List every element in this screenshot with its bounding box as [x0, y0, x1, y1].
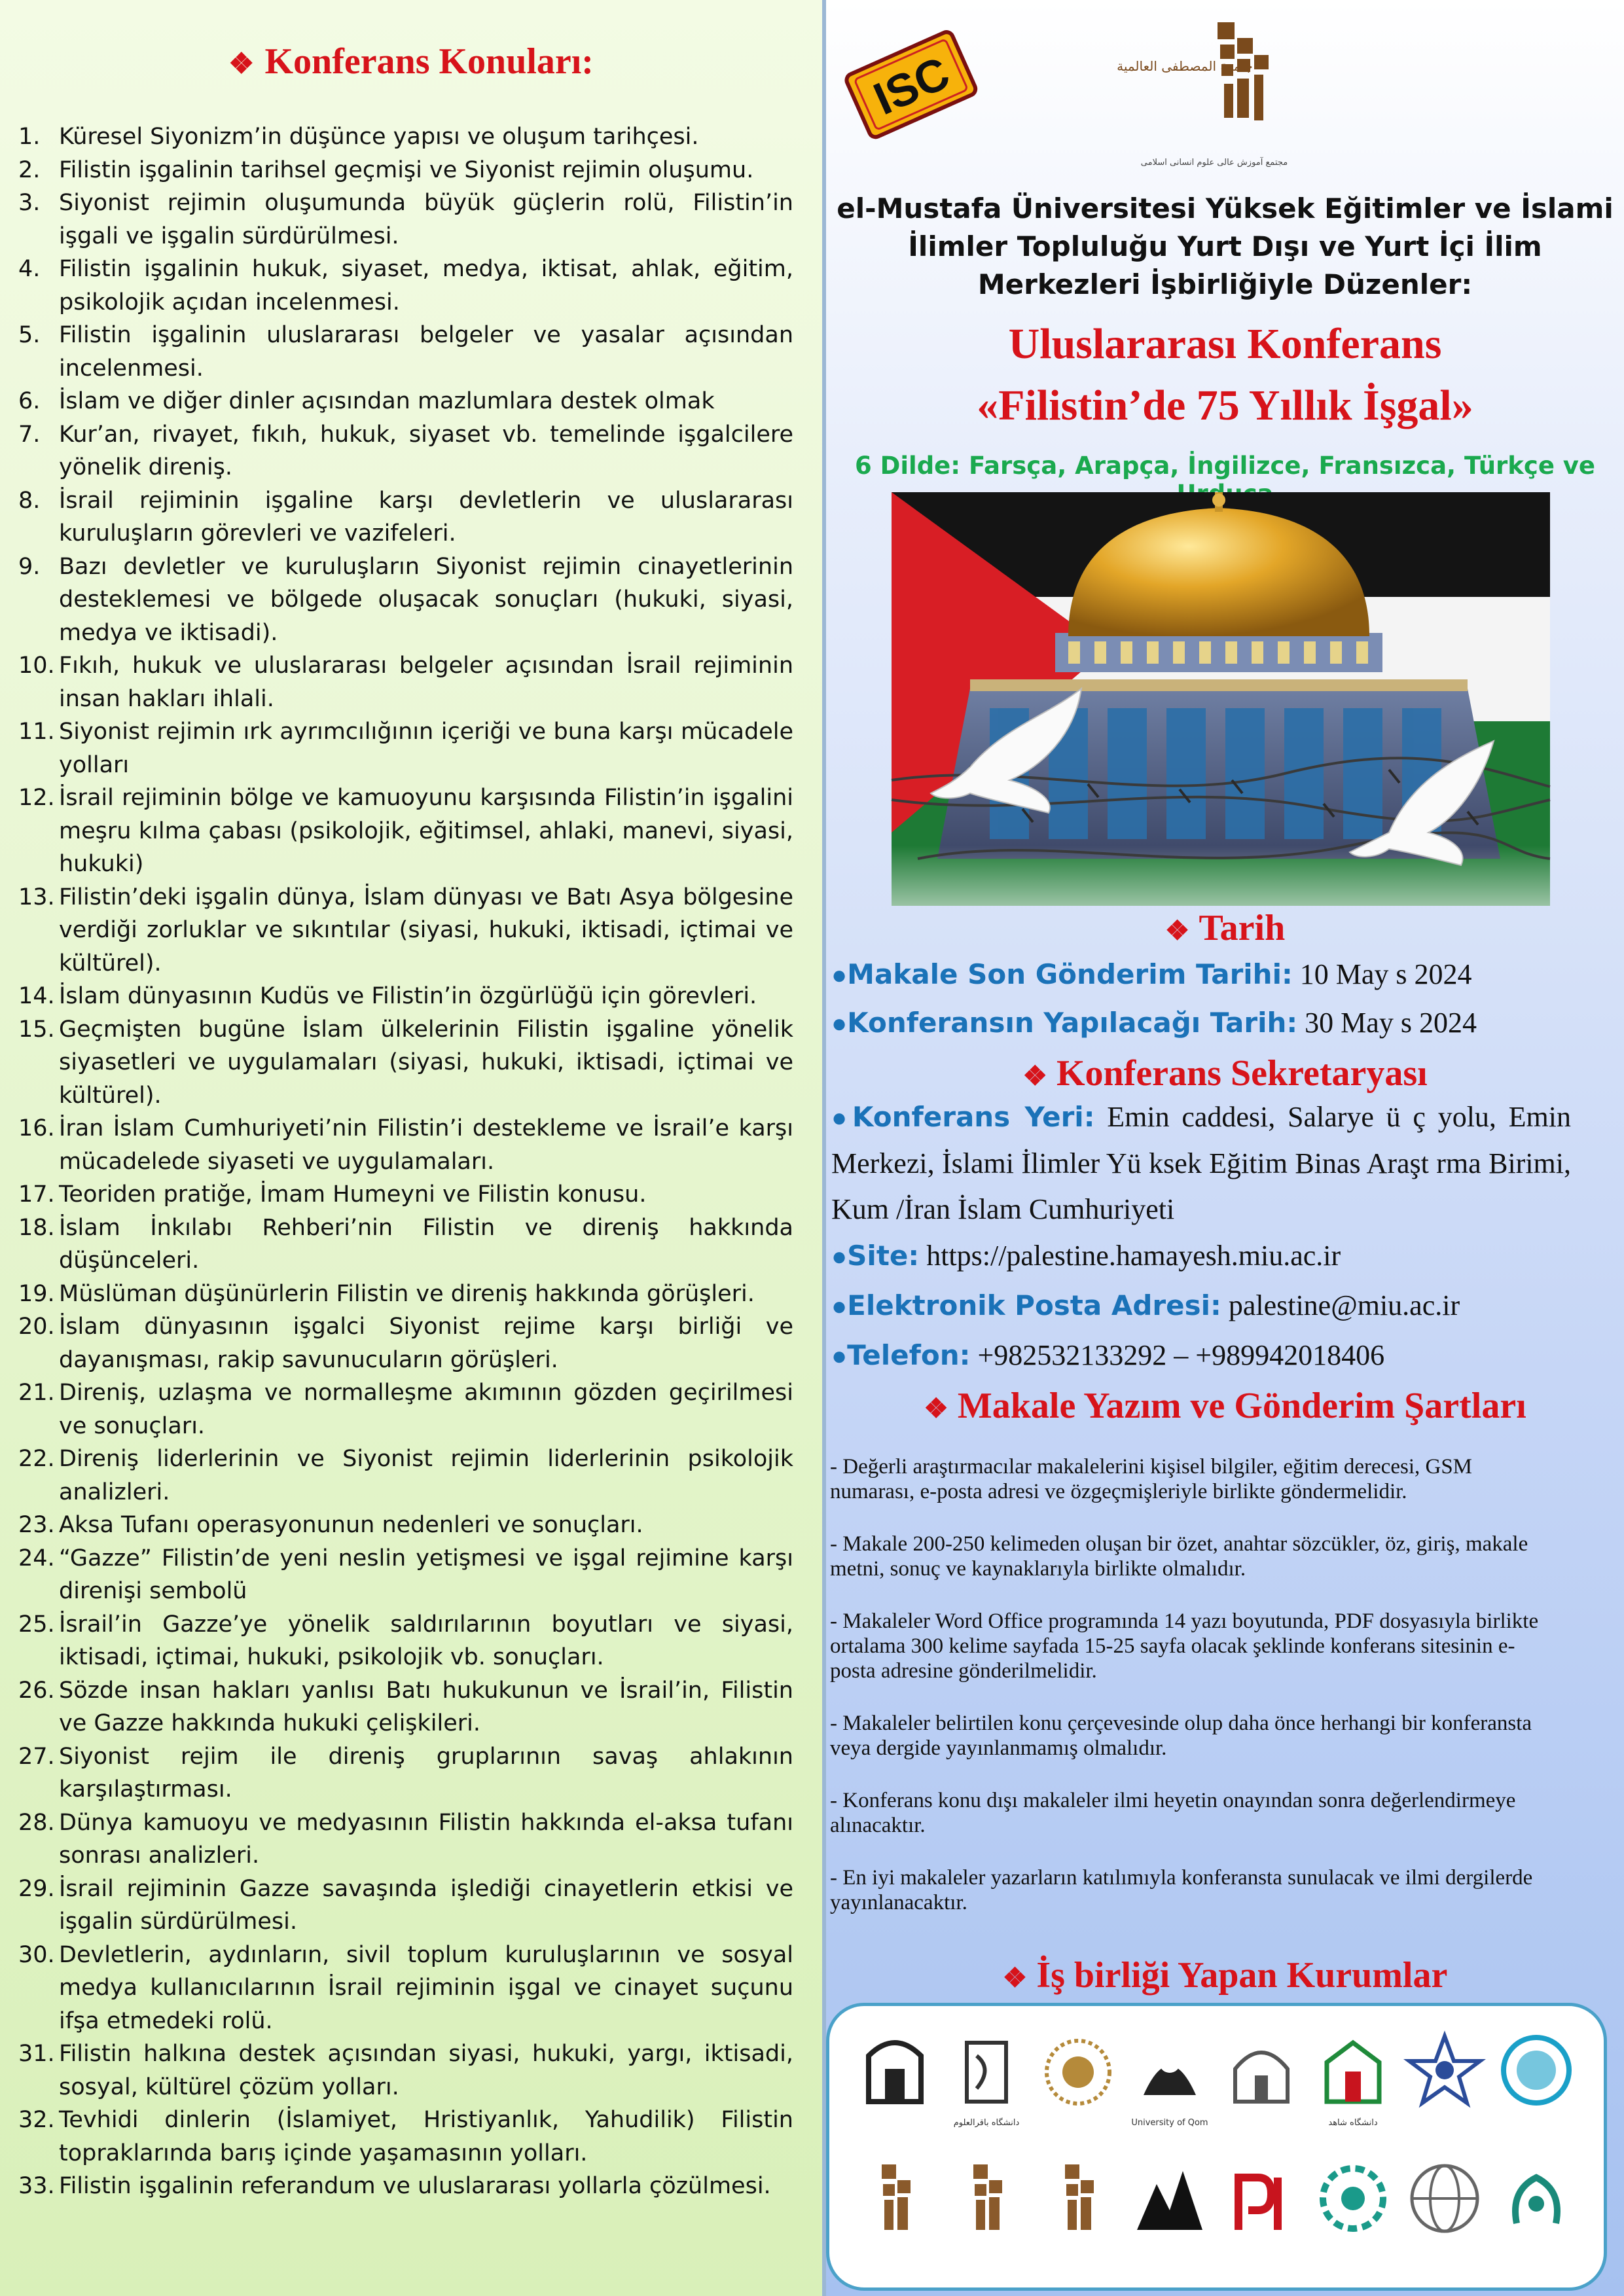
rules-list	[830, 1454, 1553, 1943]
topic-number: 11.	[18, 719, 55, 745]
topic-number: 29.	[18, 1875, 55, 1902]
topic-number: 26.	[18, 1677, 55, 1704]
topic-number: 21.	[18, 1380, 55, 1406]
diamond-bullet-icon: ❖	[1164, 916, 1190, 946]
organizer-heading: el-Mustafa Üniversitesi Yüksek Eğitimler ve İslami İlimler Topluluğu Yurt Dışı ve Yurt İçi İlim Merkezleri İşbirliğiyle Düzenler:	[837, 192, 1614, 300]
topic-item	[18, 781, 793, 881]
rules-heading	[826, 1385, 1624, 1427]
topic-text: Tevhidi dinlerin (İslamiyet, Hristiyanlık, Yahudilik) Filistin topraklarında barış içinde yaşamasının yolları.	[59, 2107, 793, 2166]
topic-text: İran İslam Cumhuriyeti’nin Filistin’i destekleme ve İsrail’e karşı mücadelede siyaseti ve uygulamaları.	[59, 1115, 793, 1175]
university-of-qom-icon	[1130, 2030, 1209, 2141]
univ-arabic-name: جامعة المصطفى العالمية	[1117, 58, 1253, 74]
diamond-bullet-icon: ❖	[1002, 1964, 1028, 1994]
topic-item	[18, 1542, 793, 1608]
rule-item: - Değerli araştırmacılar makalelerini kişisel bilgiler, eğitim derecesi, GSM numarası, e-posta adresi ve özgeçmişleriyle birlikte göndermelidir.	[830, 1455, 1473, 1503]
site-label: Site:	[847, 1240, 920, 1272]
topic-text: Siyonist rejimin ırk ayrımcılığının içeriği ve buna karşı mücadele yolları	[59, 719, 793, 778]
dates-title-text: Tarih	[1199, 908, 1286, 948]
partner-caption: دانشگاه باقرالعلوم	[953, 2118, 1020, 2128]
dates-heading	[826, 907, 1624, 949]
baqir-al-uloom-icon	[947, 2030, 1026, 2141]
rules-title-text: Makale Yazım ve Gönderim Şartları	[957, 1386, 1526, 1426]
mosque-emblem-icon	[1222, 2030, 1301, 2141]
topic-number: 33.	[18, 2173, 55, 2199]
rule-item: - Konferans konu dışı makaleler ilmi heyetin onayından sonra değerlendirmeye alınacaktır.	[830, 1789, 1516, 1837]
topic-text: Bazı devletler ve kuruluşların Siyonist rejimin cinayetlerinin desteklemesi ve bölgede oluşacak sonuçları (hukuki, siyasi, medya ve iktisadi).	[59, 553, 793, 646]
topic-item	[18, 1674, 793, 1740]
topic-number: 17.	[18, 1181, 55, 1208]
venue-label: Konferans Yeri:	[852, 1101, 1095, 1133]
topic-number: 30.	[18, 1941, 55, 1968]
submission-value: 10 May s 2024	[1299, 958, 1472, 990]
site-link[interactable]: https://palestine.hamayesh.miu.ac.ir	[926, 1240, 1341, 1272]
bullet-icon: ●	[831, 1103, 852, 1132]
partners-heading	[826, 1954, 1624, 1996]
topic-item	[18, 1278, 793, 1311]
topics-heading	[0, 41, 822, 82]
topic-text: Filistin işgalinin referandum ve uluslararası yollarla çözülmesi.	[59, 2173, 771, 2199]
rule-item: - Makaleler belirtilen konu çerçevesinde olup daha önce herhangi bir konferansta veya dergide yayınlanmamış olmalıdır.	[830, 1712, 1532, 1760]
topic-item	[18, 1013, 793, 1113]
topic-text: Teoriden pratiğe, İmam Humeyni ve Filistin konusu.	[59, 1181, 647, 1208]
email	[831, 1283, 1571, 1329]
submission-label: Makale Son Gönderim Tarihi:	[847, 958, 1293, 990]
email-link[interactable]: palestine@miu.ac.ir	[1228, 1289, 1460, 1321]
topic-item	[18, 120, 793, 154]
topic-text: Sözde insan hakları yanlısı Batı hukukunun ve İsrail’in, Filistin ve Gazze hakkında hukuki çelişkileri.	[59, 1677, 793, 1736]
topics-title-text: Konferans Konuları:	[264, 41, 594, 82]
flame-emblem-icon	[1130, 2158, 1209, 2269]
phone-value: +982532133292 – +989942018406	[977, 1339, 1385, 1371]
topic-number: 2.	[18, 156, 41, 183]
conference-type: Uluslararası Konferans	[1008, 320, 1442, 368]
topic-number: 23.	[18, 1512, 55, 1538]
topic-item	[18, 649, 793, 715]
topic-item	[18, 1376, 793, 1443]
dome-of-the-rock-image	[892, 492, 1550, 906]
topic-number: 32.	[18, 2107, 55, 2133]
topic-item	[18, 1939, 793, 2038]
topic-item	[18, 1443, 793, 1509]
topic-text: İsrail rejiminin işgaline karşı devletlerin ve uluslararası kuruluşların görevleri ve vazifeleri.	[59, 487, 793, 547]
diamond-bullet-icon: ❖	[228, 48, 255, 80]
topic-item	[18, 1806, 793, 1873]
topic-item	[18, 1178, 793, 1211]
topic-item	[18, 1112, 793, 1178]
topic-item	[18, 1740, 793, 1806]
bullet-icon: ●	[831, 1242, 848, 1271]
diamond-bullet-icon: ❖	[1022, 1062, 1047, 1092]
topics-list	[18, 120, 793, 2203]
topic-text: Filistin işgalinin hukuk, siyaset, medya, iktisat, ahlak, eğitim, psikolojik açıdan incelenmesi.	[59, 256, 793, 315]
bullet-icon: ●	[831, 1009, 848, 1038]
topic-text: İslam dünyasının işgalci Siyonist rejime karşı birliği ve dayanışması, rakip savunucuların görüşleri.	[59, 1314, 793, 1373]
topic-number: 15.	[18, 1016, 55, 1043]
topic-number: 3.	[18, 190, 41, 216]
mustafa-emblem-1-icon	[856, 2158, 934, 2269]
topic-text: İslam ve diğer dinler açısından mazlumlara destek olmak	[59, 388, 715, 414]
arch-emblem-icon	[856, 2030, 934, 2141]
topic-item	[18, 881, 793, 980]
teal-ring-emblem-icon	[1314, 2158, 1392, 2269]
topic-number: 12.	[18, 785, 55, 811]
shahed-building-icon	[1314, 2030, 1392, 2141]
venue-value: Emin caddesi, Salarye ü ç yolu, Emin Merkezi, İslami İlimler Yü ksek Eğitim Binas Araşt rma Birimi, Kum /İran İslam Cumhuriyeti	[831, 1101, 1571, 1225]
topic-number: 9.	[18, 553, 41, 580]
topic-text: İsrail’in Gazze’ye yönelik saldırılarının boyutları ve siyasi, iktisadi, içtimai, hukuki, psikolojik vb. sonuçları.	[59, 1611, 793, 1670]
mustafa-emblem-3-icon	[1039, 2158, 1117, 2269]
topic-text: Fıkıh, hukuk ve uluslararası belgeler açısından İsrail rejiminin insan hakları ihlali.	[59, 653, 793, 712]
topic-item	[18, 319, 793, 385]
topic-item	[18, 2170, 793, 2203]
topic-text: Siyonist rejim ile direniş gruplarının savaş ahlakının karşılaştırması.	[59, 1743, 793, 1803]
venue	[831, 1094, 1571, 1232]
phone-label: Telefon:	[847, 1339, 971, 1371]
topic-number: 4.	[18, 256, 41, 282]
topic-text: İsrail rejiminin bölge ve kamuoyunu karşısında Filistin’in işgalini meşru kılma çabası (psikolojik, eğitimsel, ahlaki, manevi, siyasi, hukuki)	[59, 785, 793, 877]
conference-date-label: Konferansın Yapılacağı Tarih:	[847, 1007, 1298, 1039]
topic-item	[18, 715, 793, 781]
topic-number: 10.	[18, 653, 55, 679]
diamond-bullet-icon: ❖	[924, 1394, 948, 1424]
al-mustafa-university-logo	[1117, 18, 1290, 175]
topic-number: 24.	[18, 1545, 55, 1571]
topic-text: Direniş, uzlaşma ve normalleşme akımının gözden geçirilmesi ve sonuçları.	[59, 1380, 793, 1439]
phone	[831, 1333, 1571, 1379]
topic-text: Aksa Tufanı operasyonunun nedenleri ve sonuçları.	[59, 1512, 643, 1538]
topic-text: İslam İnkılabı Rehberi’nin Filistin ve direniş hakkında düşünceleri.	[59, 1214, 793, 1274]
topic-text: “Gazze” Filistin’de yeni neslin yetişmesi ve işgal rejimine karşı direnişi sembolü	[59, 1545, 793, 1604]
topic-text: Filistin’deki işgalin dünya, İslam dünyası ve Batı Asya bölgesine verdiği zorluklar ve sıkıntılar (siyasi, hukuki, iktisadi, içtimai ve kültürel).	[59, 884, 793, 977]
partner-caption: دانشگاه شاهد	[1328, 2118, 1378, 2128]
topic-item	[18, 1608, 793, 1674]
topic-item	[18, 1211, 793, 1278]
topic-text: Kur’an, rivayet, fıkıh, hukuk, siyaset vb. temelinde işgalcilere yönelik direniş.	[59, 421, 793, 480]
topic-number: 31.	[18, 2041, 55, 2067]
topic-number: 28.	[18, 1809, 55, 1836]
conference-title: «Filistin’de 75 Yıllık İşgal»	[977, 382, 1473, 429]
topic-item	[18, 1310, 793, 1376]
topic-text: Direniş liderlerinin ve Siyonist rejimin liderlerinin psikolojik analizleri.	[59, 1446, 793, 1505]
topic-item	[18, 385, 793, 418]
topic-item	[18, 2037, 793, 2104]
blue-circle-emblem-icon	[1497, 2030, 1576, 2141]
mustafa-emblem-2-icon	[947, 2158, 1026, 2269]
star-emblem-icon	[1405, 2030, 1484, 2141]
website	[831, 1233, 1571, 1280]
topic-number: 27.	[18, 1743, 55, 1770]
topic-text: Siyonist rejimin oluşumunda büyük güçlerin rolü, Filistin’in işgali ve işgalin sürdürülmesi.	[59, 190, 793, 249]
topic-number: 5.	[18, 322, 41, 348]
conference-date-value: 30 May s 2024	[1305, 1007, 1477, 1039]
secretariat-title-text: Konferans Sekretaryası	[1056, 1053, 1428, 1094]
topic-number: 18.	[18, 1214, 55, 1241]
topic-item	[18, 980, 793, 1013]
topic-number: 1.	[18, 124, 41, 150]
topic-number: 7.	[18, 421, 41, 448]
topic-item	[18, 253, 793, 319]
topic-number: 14.	[18, 983, 55, 1009]
bullet-icon: ●	[831, 1341, 848, 1371]
topic-text: Devletlerin, aydınların, sivil toplum kuruluşlarının ve sosyal medya kullanıcılarının İsrail rejiminin işgal ve cinayet suçunu ifşa etmedeki rolü.	[59, 1941, 793, 2034]
rule-item: - Makaleler Word Office programında 14 yazı boyutunda, PDF dosyasıyla birlikte ortalama 300 kelime sayfada 15-25 sayfa olacak şeklinde konferans sitesinin e-posta adresine gönderilmelidir.	[830, 1609, 1539, 1683]
conference-date	[831, 1000, 1571, 1047]
topic-item	[18, 187, 793, 253]
red-letter-emblem-icon	[1222, 2158, 1301, 2269]
topic-text: Küresel Siyonizm’in düşünce yapısı ve oluşum tarihçesi.	[59, 124, 699, 150]
topic-text: Geçmişten bugüne İslam ülkelerinin Filistin işgaline yönelik siyasetleri ve uygulamaları (siyasi, hukuki, iktisadi, içtimai ve kültürel).	[59, 1016, 793, 1109]
topic-text: Filistin halkına destek açısından siyasi, hukuki, yargı, iktisadi, sosyal, kültürel çözüm yolları.	[59, 2041, 793, 2100]
topic-item	[18, 1873, 793, 1939]
topic-text: Filistin işgalinin uluslararası belgeler ve yasalar açısından incelenmesi.	[59, 322, 793, 382]
topic-number: 16.	[18, 1115, 55, 1141]
topic-text: İsrail rejiminin Gazze savaşında işlediği cinayetlerin etkisi ve işgalin sürdürülmesi.	[59, 1875, 793, 1935]
bullet-icon: ●	[831, 960, 848, 990]
topic-text: İslam dünyasının Kudüs ve Filistin’in özgürlüğü için görevleri.	[59, 983, 757, 1009]
topic-number: 8.	[18, 487, 41, 514]
univ-caption: مجتمع آموزش عالی علوم انسانی اسلامی	[1140, 158, 1288, 168]
topic-item	[18, 2104, 793, 2170]
secretariat-heading	[826, 1052, 1624, 1094]
partners-logo-box	[826, 2003, 1607, 2291]
topic-number: 22.	[18, 1446, 55, 1472]
sun-circle-icon	[1039, 2030, 1117, 2141]
topic-number: 25.	[18, 1611, 55, 1638]
topic-number: 19.	[18, 1280, 55, 1307]
topic-text: Müslüman düşünürlerin Filistin ve direniş hakkında görüşleri.	[59, 1280, 755, 1307]
topic-item	[18, 550, 793, 650]
conference-languages: 6 Dilde: Farsça, Arapça, İngilizce, Fransızca, Türkçe ve	[854, 452, 1596, 480]
email-label: Elektronik Posta Adresi:	[847, 1289, 1221, 1321]
rule-item: - En iyi makaleler yazarların katılımıyla konferansta sunulacak ve ilmi dergilerde yayınlanacaktır.	[830, 1866, 1533, 1914]
topic-text: Filistin işgalinin tarihsel geçmişi ve Siyonist rejimin oluşumu.	[59, 156, 754, 183]
topic-number: 13.	[18, 884, 55, 910]
submission-deadline	[831, 952, 1571, 998]
partner-caption: University of Qom	[1131, 2118, 1208, 2128]
partners-title-text: İş birliği Yapan Kurumlar	[1036, 1955, 1448, 1996]
globe-emblem-icon	[1405, 2158, 1484, 2269]
topic-text: Dünya kamuoyu ve medyasının Filistin hakkında el-aksa tufanı sonrası analizleri.	[59, 1809, 793, 1869]
teal-calligraphy-icon	[1497, 2158, 1576, 2269]
bullet-icon: ●	[831, 1291, 848, 1321]
rule-item: - Makale 200-250 kelimeden oluşan bir özet, anahtar sözcükler, öz, giriş, makale metni, sonuç ve kaynaklarıyla birlikte olmalıdır.	[830, 1532, 1528, 1581]
topic-item	[18, 484, 793, 550]
topic-number: 6.	[18, 388, 41, 414]
topic-item	[18, 154, 793, 187]
isc-logo-text: ISC	[866, 46, 957, 125]
isc-logo	[838, 25, 982, 141]
topic-item	[18, 1509, 793, 1542]
topic-item	[18, 418, 793, 484]
topic-number: 20.	[18, 1314, 55, 1340]
